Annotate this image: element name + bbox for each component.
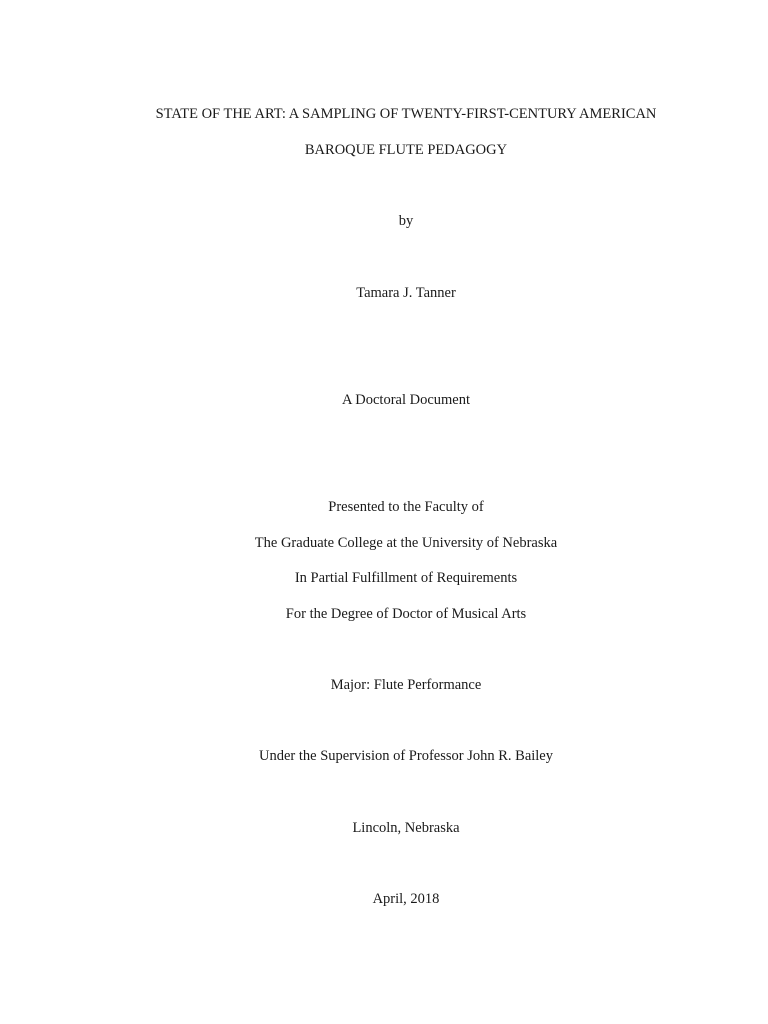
date-line: April, 2018 [372,891,440,907]
by-line: by [398,213,414,229]
presented-line-2: The Graduate College at the University of Nebraska [254,535,558,551]
presented-line-3: In Partial Fulfillment of Requirements [294,570,518,586]
author-name: Tamara J. Tanner [356,285,456,301]
place-line: Lincoln, Nebraska [352,820,460,836]
major-line: Major: Flute Performance [330,677,482,693]
document-type: A Doctoral Document [341,392,471,408]
title-line-1: STATE OF THE ART: A SAMPLING OF TWENTY-FIRST-CENTURY AMERICAN [155,106,657,122]
presented-line-4: For the Degree of Doctor of Musical Arts [285,606,527,622]
title-line-2: BAROQUE FLUTE PEDAGOGY [304,142,508,158]
supervision-line: Under the Supervision of Professor John R. Bailey [259,748,553,764]
presented-line-1: Presented to the Faculty of [328,499,484,515]
